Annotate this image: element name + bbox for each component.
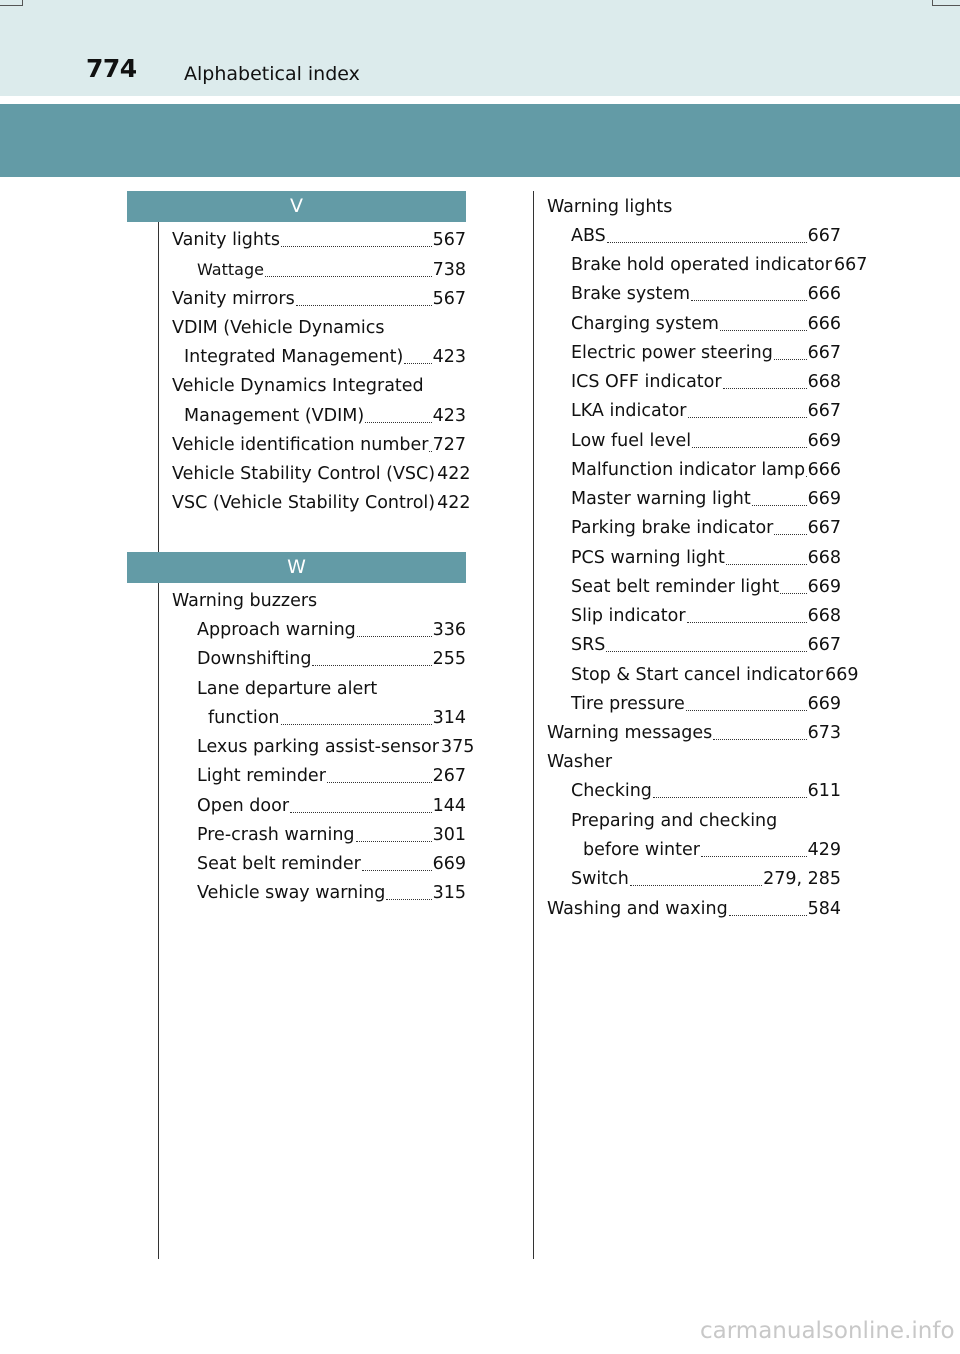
entry-page: 738 <box>432 260 466 280</box>
entry-text: Master warning light <box>571 489 751 509</box>
entry-page: 422 <box>437 493 471 513</box>
index-subentry[interactable] <box>571 631 841 660</box>
entry-page: 255 <box>432 649 466 669</box>
index-subentry[interactable] <box>571 514 841 543</box>
entry-page: 144 <box>432 796 466 816</box>
entry-text: Wattage <box>197 260 264 279</box>
right-column-rule <box>533 191 534 1259</box>
index-subentry[interactable] <box>197 792 466 821</box>
index-entry: Warning lights <box>547 197 673 217</box>
index-subentry[interactable] <box>197 762 466 791</box>
entry-page: 314 <box>432 708 466 728</box>
entry-text: Parking brake indicator <box>571 518 774 538</box>
index-entry[interactable] <box>172 226 466 255</box>
leader-dots <box>356 841 432 842</box>
entry-text: Light reminder <box>197 766 326 786</box>
entry-text: Open door <box>197 796 290 816</box>
entry-page: 301 <box>432 825 466 845</box>
index-entry: VDIM (Vehicle Dynamics <box>172 318 385 338</box>
entry-text: SRS <box>571 635 606 655</box>
entry-page: 315 <box>432 883 466 903</box>
entry-text: Brake hold operated indicator <box>571 255 832 275</box>
index-subentry[interactable] <box>571 310 841 339</box>
index-subentry[interactable] <box>571 280 841 309</box>
entry-text: Charging system <box>571 314 719 334</box>
leader-dots <box>692 447 807 448</box>
section-header-w: W <box>127 552 466 583</box>
entry-page: 666 <box>807 284 841 304</box>
leader-dots <box>265 276 432 277</box>
index-subentry[interactable] <box>571 339 841 368</box>
index-subentry[interactable] <box>571 573 841 602</box>
entry-page: 611 <box>807 781 841 801</box>
index-subentry[interactable] <box>571 368 841 397</box>
index-subentry: Lane departure alert <box>197 679 378 699</box>
index-subentry[interactable] <box>571 251 868 280</box>
entry-page: 669 <box>432 854 466 874</box>
entry-page: 666 <box>807 460 841 480</box>
index-entry-continuation[interactable] <box>184 343 466 372</box>
crop-mark-left-tick <box>22 0 23 6</box>
entry-text: LKA indicator <box>571 401 687 421</box>
index-subentry[interactable] <box>571 544 841 573</box>
entry-page: 279, 285 <box>763 869 841 889</box>
index-entry: Warning buzzers <box>172 591 318 611</box>
entry-text: Slip indicator <box>571 606 686 626</box>
watermark: carmanualsonline.info <box>700 1318 955 1344</box>
left-column-rule <box>158 191 159 1259</box>
leader-dots <box>713 739 806 740</box>
index-subentry[interactable] <box>571 602 841 631</box>
entry-text: Pre-crash warning <box>197 825 355 845</box>
entry-text: Vehicle Stability Control (VSC) <box>172 464 436 484</box>
leader-dots <box>806 476 807 477</box>
entry-page: 669 <box>807 489 841 509</box>
index-subentry[interactable] <box>571 397 841 426</box>
index-entry[interactable] <box>547 719 841 748</box>
leader-dots <box>296 305 432 306</box>
entry-text: Tire pressure <box>571 694 685 714</box>
entry-text: Stop & Start cancel indicator <box>571 665 824 685</box>
entry-page: 423 <box>432 347 466 367</box>
entry-text: Vehicle identification number <box>172 435 429 455</box>
index-entry: Vehicle Dynamics Integrated <box>172 376 424 396</box>
entry-page: 666 <box>807 314 841 334</box>
entry-page: 423 <box>432 406 466 426</box>
entry-text: Washing and waxing <box>547 899 728 919</box>
entry-text: VSC (Vehicle Stability Control) <box>172 493 436 513</box>
entry-text: Malfunction indicator lamp <box>571 460 806 480</box>
leader-dots <box>688 417 807 418</box>
leader-dots <box>774 534 806 535</box>
index-subentry[interactable] <box>571 427 841 456</box>
entry-page: 668 <box>807 548 841 568</box>
entry-text: Warning messages <box>547 723 713 743</box>
entry-page: 668 <box>807 606 841 626</box>
entry-page: 667 <box>807 343 841 363</box>
entry-text: Seat belt reminder light <box>571 577 780 597</box>
leader-dots <box>312 665 431 666</box>
index-entry[interactable] <box>172 489 471 518</box>
leader-dots <box>780 593 806 594</box>
leader-dots <box>774 359 807 360</box>
leader-dots <box>606 651 806 652</box>
index-subentry[interactable] <box>197 733 475 762</box>
leader-dots <box>701 856 807 857</box>
index-subentry[interactable] <box>197 879 466 908</box>
index-subentry[interactable] <box>571 222 841 251</box>
index-entry[interactable] <box>172 460 471 489</box>
entry-text: before winter <box>583 840 700 860</box>
leader-dots <box>362 870 432 871</box>
entry-page: 429 <box>807 840 841 860</box>
leader-dots <box>290 812 432 813</box>
index-entry[interactable] <box>547 895 841 924</box>
leader-dots <box>386 899 431 900</box>
index-subentry[interactable] <box>197 616 466 645</box>
entry-text: ICS OFF indicator <box>571 372 722 392</box>
index-subentry[interactable] <box>197 645 466 674</box>
entry-text: Seat belt reminder <box>197 854 361 874</box>
index-subentry[interactable] <box>197 821 466 850</box>
entry-text: Vanity lights <box>172 230 280 250</box>
crop-mark-left <box>0 5 22 6</box>
entry-page: 667 <box>807 401 841 421</box>
entry-text: Lexus parking assist-sensor <box>197 737 439 757</box>
index-subentry[interactable] <box>197 850 466 879</box>
index-subentry[interactable] <box>571 777 841 806</box>
entry-text: PCS warning light <box>571 548 725 568</box>
page-title: Alphabetical index <box>184 63 360 85</box>
entry-text: Checking <box>571 781 652 801</box>
entry-text: Switch <box>571 869 629 889</box>
entry-text: ABS <box>571 226 606 246</box>
page-number: 774 <box>86 54 137 83</box>
entry-page: 673 <box>807 723 841 743</box>
entry-page: 667 <box>807 635 841 655</box>
entry-page: 667 <box>807 226 841 246</box>
index-subentry[interactable] <box>571 485 841 514</box>
entry-text: Vanity mirrors <box>172 289 295 309</box>
leader-dots <box>357 636 432 637</box>
index-subentry-continuation[interactable] <box>583 836 841 865</box>
entry-page: 584 <box>807 899 841 919</box>
entry-page: 668 <box>807 372 841 392</box>
leader-dots <box>686 710 807 711</box>
entry-text: Vehicle sway warning <box>197 883 386 903</box>
entry-text: Management (VDIM) <box>184 406 365 426</box>
leader-dots <box>687 622 807 623</box>
leader-dots <box>327 782 432 783</box>
leader-dots <box>720 330 807 331</box>
index-entry[interactable] <box>172 431 466 460</box>
index-entry: Washer <box>547 752 613 772</box>
leader-dots <box>630 885 762 886</box>
leader-dots <box>691 300 807 301</box>
entry-page: 667 <box>807 518 841 538</box>
index-entry[interactable] <box>172 285 466 314</box>
entry-page: 375 <box>440 737 475 757</box>
crop-mark-right <box>932 5 960 6</box>
index-subentry[interactable] <box>197 255 466 285</box>
leader-dots <box>365 422 431 423</box>
index-subentry[interactable] <box>571 865 841 894</box>
entry-page: 669 <box>825 665 859 685</box>
entry-text: Integrated Management) <box>184 347 404 367</box>
entry-text: Approach warning <box>197 620 356 640</box>
index-subentry[interactable] <box>571 661 859 690</box>
index-entry-continuation[interactable] <box>184 402 466 431</box>
header-top-band <box>0 0 960 96</box>
entry-page: 669 <box>807 694 841 714</box>
entry-text: Brake system <box>571 284 691 304</box>
leader-dots <box>429 451 431 452</box>
entry-page: 669 <box>807 431 841 451</box>
entry-page: 667 <box>833 255 868 275</box>
entry-page: 669 <box>807 577 841 597</box>
leader-dots <box>752 505 807 506</box>
entry-page: 422 <box>437 464 471 484</box>
leader-dots <box>281 246 432 247</box>
section-header-v: V <box>127 191 466 222</box>
index-subentry: Preparing and checking <box>571 811 778 831</box>
leader-dots <box>607 242 807 243</box>
entry-text: Electric power steering <box>571 343 773 363</box>
entry-page: 567 <box>432 230 466 250</box>
leader-dots <box>653 797 807 798</box>
crop-mark-right-tick <box>932 0 933 6</box>
entry-text: Downshifting <box>197 649 312 669</box>
leader-dots <box>723 388 807 389</box>
leader-dots <box>729 915 807 916</box>
leader-dots <box>726 564 807 565</box>
leader-dots <box>281 724 432 725</box>
entry-text: function <box>208 708 280 728</box>
entry-page: 336 <box>432 620 466 640</box>
entry-page: 567 <box>432 289 466 309</box>
header-color-band <box>0 104 960 177</box>
entry-page: 727 <box>432 435 466 455</box>
entry-page: 267 <box>432 766 466 786</box>
index-subentry-continuation[interactable] <box>208 704 466 733</box>
entry-text: Low fuel level <box>571 431 692 451</box>
leader-dots <box>404 363 431 364</box>
index-subentry[interactable] <box>571 690 841 719</box>
index-subentry[interactable] <box>571 456 841 485</box>
